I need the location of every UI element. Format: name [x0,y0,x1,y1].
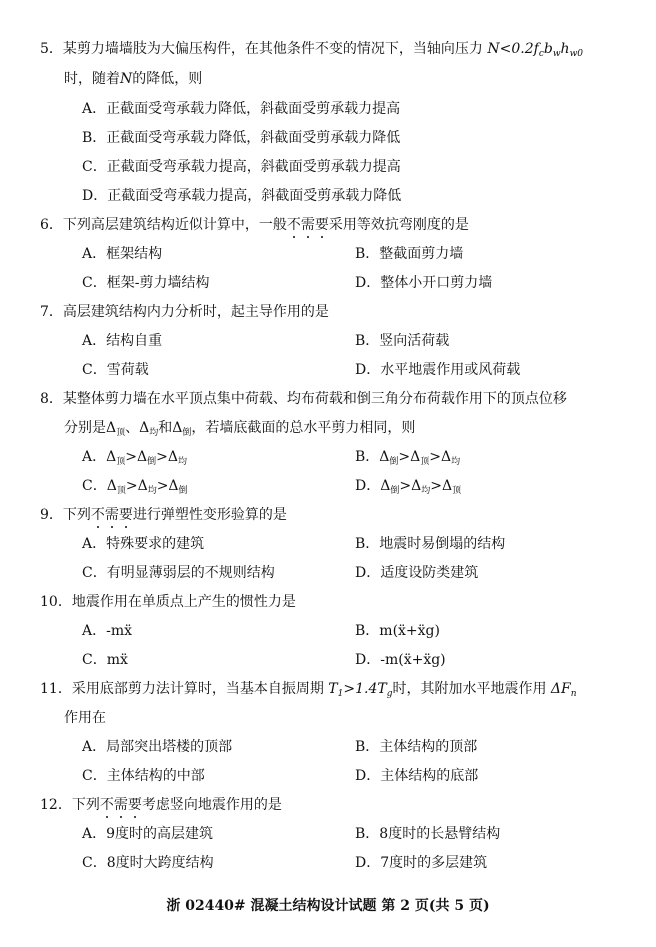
option-5a: A．正截面受弯承载力降低，斜截面受剪承载力提高 [82,101,401,117]
option-6a: A．框架结构 [82,246,163,262]
formula-delta-fn: $\Delta F_n$ [550,681,577,699]
option-8b: B．$\Delta_倒>\Delta_顶>\Delta_均$ [355,449,461,467]
option-9d: D．适度设防类建筑 [355,565,479,581]
question-8-stem-cont: 分别是$\Delta_顶$、$\Delta_均$和$\Delta_倒$，若墙底截面的总水平剪力相同，则 [64,420,416,438]
option-5b: B．正截面受弯承载力降低，斜截面受剪承载力降低 [82,130,401,146]
option-12a: A．9度时的高层建筑 [82,826,214,842]
question-8-stem: 8．某整体剪力墙在水平顶点集中荷载、均布荷载和倒三角分布荷载作用下的顶点位移 [40,391,567,407]
question-6-stem: 6．下列高层建筑结构近似计算中，一般不需要采用等效抗弯刚度的是 [40,217,469,233]
question-9-stem: 9．下列不需要进行弹塑性变形验算的是 [40,507,287,523]
option-11d: D．主体结构的底部 [355,768,479,784]
option-6c: C．框架-剪力墙结构 [82,275,210,291]
question-5-stem-cont: 时，随着N的降低，则 [64,71,203,87]
option-8a: A．$\Delta_顶>\Delta_倒>\Delta_均$ [82,449,187,467]
question-11-stem: 11．采用底部剪力法计算时，当基本自振周期 $T_1>1.4T_g$时，其附加水平地震作用 $\Delta F_n$ [40,681,577,699]
option-9b: B．地震时易倒塌的结构 [355,536,506,552]
formula-period: $T_1>1.4T_g$ [328,681,393,699]
option-5d: D．正截面受弯承载力提高，斜截面受剪承载力降低 [82,188,402,204]
option-12b: B．8度时的长悬臂结构 [355,826,501,842]
option-7b: B．竖向活荷载 [355,333,450,349]
option-7a: A．结构自重 [82,333,163,349]
option-9a: A．特殊要求的建筑 [82,536,205,552]
option-10d: D．-m(ẍ+ẍg) [355,652,446,668]
question-12-stem: 12．下列不需要考虑竖向地震作用的是 [40,797,282,813]
option-6b: B．整截面剪力墙 [355,246,464,262]
option-11c: C．主体结构的中部 [82,768,205,784]
option-6d: D．整体小开口剪力墙 [355,275,493,291]
page-footer: 浙 02440# 混凝土结构设计试题 第 2 页(共 5 页) [166,898,490,914]
question-11-stem-cont: 作用在 [64,710,106,726]
option-10b: B．m(ẍ+ẍg) [355,623,440,639]
formula-axial-force: $N<0.2f_cb_wh_{w0}$ [487,41,584,59]
option-8d: D．$\Delta_倒>\Delta_均>\Delta_顶$ [355,478,462,496]
option-11a: A．局部突出塔楼的顶部 [82,739,233,755]
option-10c: C．mẍ [82,652,128,668]
question-7-stem: 7．高层建筑结构内力分析时，起主导作用的是 [40,304,329,320]
option-7c: C．雪荷载 [82,362,149,378]
option-11b: B．主体结构的顶部 [355,739,478,755]
option-5c: C．正截面受弯承载力提高，斜截面受剪承载力提高 [82,159,401,175]
option-12d: D．7度时的多层建筑 [355,855,488,871]
option-7d: D．水平地震作用或风荷载 [355,362,521,378]
option-10a: A．-mẍ [82,623,133,639]
option-9c: C．有明显薄弱层的不规则结构 [82,565,275,581]
option-8c: C．$\Delta_顶>\Delta_均>\Delta_倒$ [82,478,188,496]
option-12c: C．8度时大跨度结构 [82,855,214,871]
question-10-stem: 10．地震作用在单质点上产生的惯性力是 [40,594,296,610]
question-5-stem: 5．某剪力墙墙肢为大偏压构件，在其他条件不变的情况下，当轴向压力 $N<0.2f_cb_wh_{w0}$ [40,41,584,59]
